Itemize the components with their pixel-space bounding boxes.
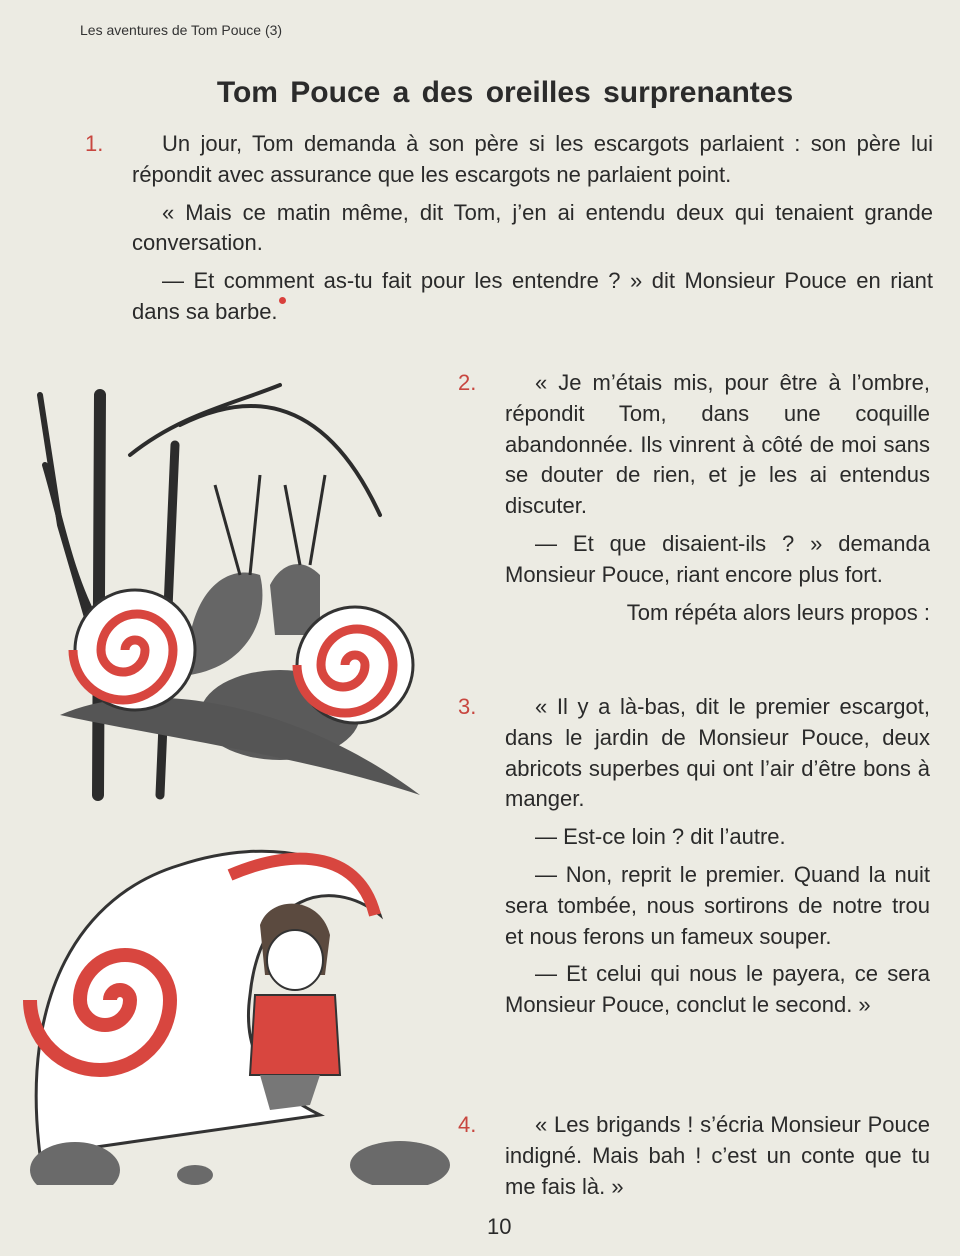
page-number: 10: [487, 1214, 512, 1239]
paragraph: « Mais ce matin même, dit Tom, j’en ai entendu deux qui tenaient grande conversation.: [132, 199, 933, 256]
paragraph: [132, 266, 933, 328]
section-number: 2.: [458, 370, 477, 395]
paragraph-text: — Et comment as-tu fait pour les entendre ? » dit Monsieur Pouce en riant dans sa barbe.: [132, 268, 933, 324]
paragraph: Un jour, Tom demanda à son père si les escargots parlaient : son père lui répondit avec assurance que les escargots ne parlaient point.: [132, 131, 933, 187]
section-number: 4.: [458, 1112, 477, 1137]
paragraph: « Il y a là-bas, dit le premier escargot, dans le jardin de Monsieur Pouce, deux abricots superbes qui ont l’air d’être bons à manger.: [505, 694, 930, 812]
paragraph-text: Tom répéta alors leurs propos :: [626, 599, 930, 625]
red-dot-marker: [279, 297, 286, 304]
section-number: 1.: [85, 131, 104, 156]
section-number: 3.: [458, 694, 477, 719]
paragraph: — Non, reprit le premier. Quand la nuit sera tombée, nous sortirons de notre trou et nous ferons un fameux souper.: [505, 861, 930, 949]
section-1: [85, 129, 933, 335]
paragraph: — Et que disaient-ils ? » demanda Monsieur Pouce, riant encore plus fort.: [505, 530, 930, 587]
paragraph: [505, 598, 930, 629]
section-4: [458, 1110, 930, 1209]
paragraph: « Les brigands ! s’écria Monsieur Pouce indigné. Mais bah ! c’est un conte que tu me fais là. »: [505, 1112, 930, 1199]
paragraph: — Et celui qui nous le payera, ce sera Monsieur Pouce, conclut le second. »: [505, 961, 930, 1018]
running-header: Les aventures de Tom Pouce (3): [80, 22, 283, 38]
page-title: Tom Pouce a des oreilles surprenantes: [216, 76, 794, 109]
section-3: [458, 692, 930, 1028]
section-2: [458, 368, 930, 635]
paragraph: « Je m’étais mis, pour être à l’ombre, répondit Tom, dans une coquille abandonnée. Ils vinrent à côté de moi sans se douter de rien, et je les ai entendus discuter.: [505, 370, 930, 519]
paragraph: — Est-ce loin ? dit l’autre.: [535, 824, 786, 850]
snails-and-tom-illustration: [0, 375, 460, 1185]
